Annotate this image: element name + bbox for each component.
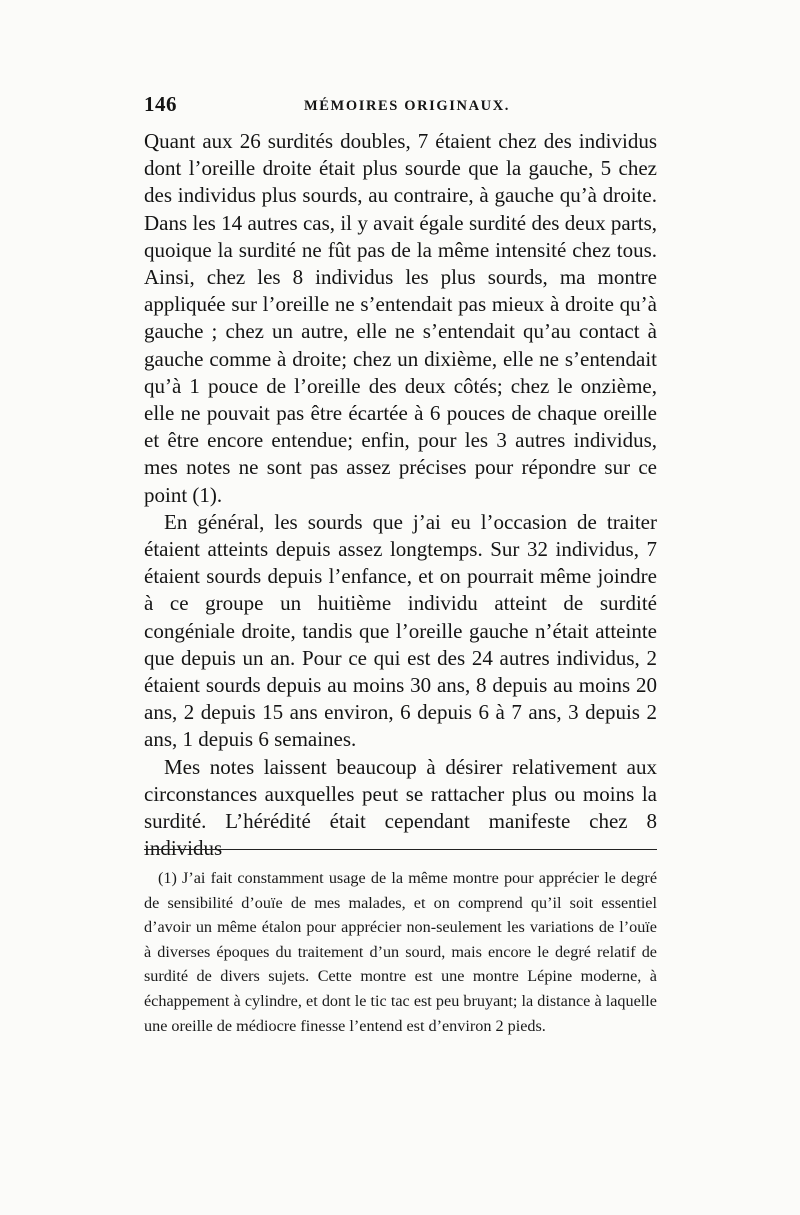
paragraph: Mes notes laissent beaucoup à désirer relativement aux circonstances auxquelles peut se rattacher plus ou moins la surdité. L’hérédité était cependant manifeste chez 8 individus xyxy=(144,754,657,861)
paragraph: Quant aux 26 surdités doubles, 7 étaient chez des individus dont l’oreille droite était plus sourde que la gauche, 5 chez des individus plus sourds, au contraire, à gauche qu’à droite. Dans les 14 autres cas, il y avait égale surdité des deux parts, quoique la surdité ne fût pas de la même intensité chez tous. Ainsi, chez les 8 individus les plus sourds, ma montre appliquée sur l’oreille ne s’entendait pas mieux à droite qu’à gauche ; chez un autre, elle ne s’entendait qu’au contact à gauche comme à droite; chez un dixième, elle ne s’entendait qu’à 1 pouce de l’oreille des deux côtés; chez le onzième, elle ne pouvait pas être écartée à 6 pouces de chaque oreille et être encore entendue; enfin, pour les 3 autres individus, mes notes ne sont pas assez précises pour répondre sur ce point (1). xyxy=(144,129,657,507)
footnote: (1) J’ai fait constamment usage de la même montre pour apprécier le degré de sensibilité d’ouïe de mes malades, et on comprend qu’il soit essentiel d’avoir un même étalon pour apprécier non-seulement les variations de l’ouïe à diverses époques du traitement d’un sourd, mais encore le degré relatif de surdité de divers sujets. Cette montre est une montre Lépine moderne, à échappement à cylindre, et dont le tic tac est peu bruyant; la distance à laquelle une oreille de médiocre finesse l’entend est d’environ 2 pieds. xyxy=(144,869,657,1035)
footnote-section xyxy=(144,866,657,1038)
footnote-rule xyxy=(144,849,657,850)
page-header xyxy=(144,92,657,122)
paragraph: En général, les sourds que j’ai eu l’occasion de traiter étaient atteints depuis assez longtemps. Sur 32 individus, 7 étaient sourds depuis l’enfance, et on pourrait même joindre à ce groupe un huitième individu atteint de surdité congéniale droite, tandis que l’oreille gauche n’était atteinte que depuis un an. Pour ce qui est des 24 autres individus, 2 étaient sourds depuis au moins 30 ans, 8 depuis au moins 20 ans, 2 depuis 15 ans environ, 6 depuis 6 à 7 ans, 3 depuis 2 ans, 1 depuis 6 semaines. xyxy=(144,509,657,752)
page-number: 146 xyxy=(144,92,177,116)
main-text xyxy=(144,128,657,862)
running-head: MÉMOIRES ORIGINAUX. xyxy=(304,98,511,114)
